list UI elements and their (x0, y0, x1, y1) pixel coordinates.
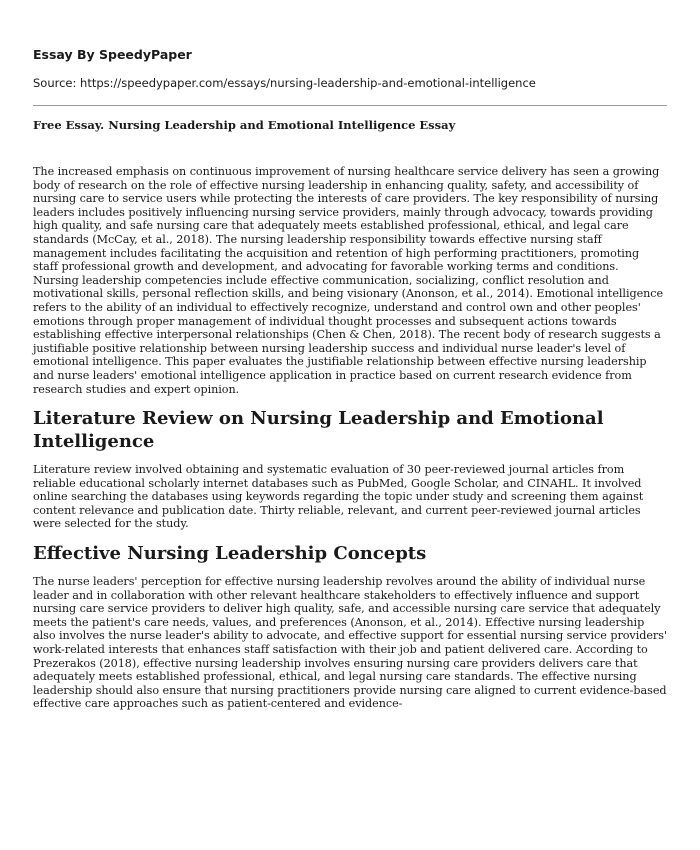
section-paragraph-literature-review: Literature review involved obtaining and systematic evaluation of 30 peer-reviewed journal articles from reliable educational scholarly internet databases such as PubMed, Google Scholar, and CINAHL. It involved online searching the databases using keywords regarding the topic under study and screening them against content relevance and publication date. Thirty reliable, relevant, and current peer-reviewed journal articles were selected for the study. (33, 463, 644, 531)
section-paragraph-leadership-concepts: The nurse leaders' perception for effective nursing leadership revolves around the ability of individual nurse leader and in collaboration with other relevant healthcare stakeholders to effectively influence and support nursing care service providers to deliver high quality, safe, and accessible nursing care service that adequately meets the patient's care needs, values, and preferences (Anonson, et al., 2014). Effective nursing leadership also involves the nurse leader's ability to advocate, and effective support for essential nursing service providers' work-related interests that enhances staff satisfaction with their job and patient delivered care. According to Prezerakos (2018), effective nursing leadership involves ensuring nursing care providers delivers care that adequately meets established professional, ethical, and legal nursing care standards. The effective nursing leadership should also ensure that nursing practitioners provide nursing care aligned to current evidence-based effective care approaches such as patient-centered and evidence- (33, 575, 667, 711)
brand-label: Essay By SpeedyPaper (33, 47, 192, 62)
source-line: Source: https://speedypaper.com/essays/nursing-leadership-and-emotional-intelligence (33, 76, 536, 90)
header-divider (33, 105, 667, 106)
document-header (33, 0, 667, 106)
intro-paragraph: The increased emphasis on continuous improvement of nursing healthcare service delivery has seen a growing body of research on the role of effective nursing leadership in enhancing quality, safety, and accessibility of nursing care to service users while protecting the interests of care providers. The key responsibility of nursing leaders includes positively influencing nursing service providers, mainly through advocacy, towards providing high quality, and safe nursing care that adequately meets established professional, ethical, and legal care standards (McCay, et al., 2018). The nursing leadership responsibility towards effective nursing staff management includes facilitating the acquisition and retention of high performing practitioners, promoting staff professional growth and development, and advocating for favorable working terms and conditions. Nursing leadership competencies include effective communication, socializing, conflict resolution and motivational skills, personal reflection skills, and being visionary (Anonson, et al., 2014). Emotional intelligence refers to the ability of an individual to effectively recognize, understand and control own and other peoples' emotions through proper management of individual thought processes and subsequent actions towards establishing effective interpersonal relationships (Chen & Chen, 2018). The recent body of research suggests a justifiable positive relationship between nursing leadership success and individual nurse leader's level of emotional intelligence. This paper evaluates the justifiable relationship between effective nursing leadership and nurse leaders' emotional intelligence application in practice based on current research evidence from research studies and expert opinion. (33, 165, 664, 396)
section-heading-leadership-concepts: Effective Nursing Leadership Concepts (33, 543, 427, 565)
essay-page (33, 0, 667, 711)
essay-title: Free Essay. Nursing Leadership and Emotional Intelligence Essay (33, 118, 456, 132)
section-heading-literature-review: Literature Review on Nursing Leadership and Emotional Intelligence (33, 408, 604, 453)
